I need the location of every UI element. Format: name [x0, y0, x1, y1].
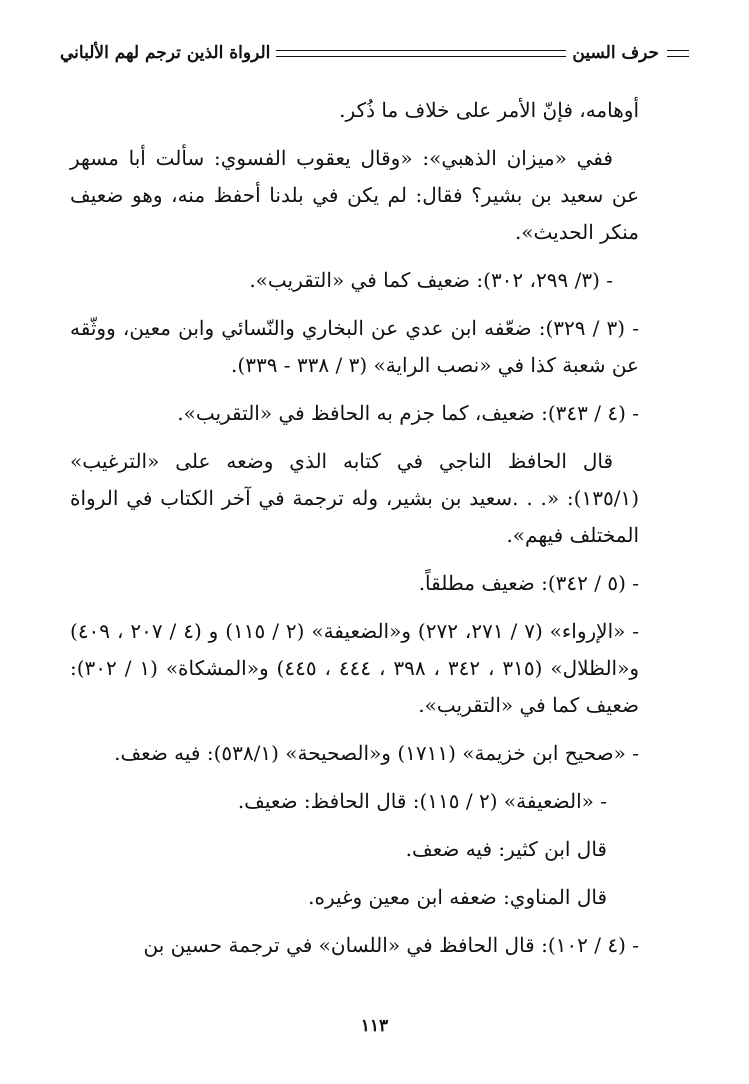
paragraph-8: - «الإرواء» (٧ / ٢٧١، ٢٧٢) و«الضعيفة» (٢ / ١١٥) و (٤ / ٢٠٧ ، ٤٠٩) و«الظلال» (٣١٥ ، ٣٤٢ ، ٣٩٨ ، ٤٤٤ ، ٤٤٥) و«المشكاة» (١ / ٣٠٢): ضعيف كما في «التقريب».: [70, 619, 640, 717]
paragraph-7: - (٥ / ٣٤٢): ضعيف مطلقاً.: [418, 571, 639, 595]
paragraph-2: ففي «ميزان الذهبي»: «وقال يعقوب الفسوي: سألت أبا مسهر عن سعيد بن بشير؟ فقال: لم يكن في بلدنا أحفظ منه، وهو ضعيف منكر الحديث».: [70, 146, 639, 244]
paragraph-5: - (٤ / ٣٤٣): ضعيف، كما جزم به الحافظ في «التقريب».: [177, 401, 639, 425]
header-book-title: الرواة الذين ترجم لهم الألباني: [60, 43, 271, 63]
page-number: ١١٣: [360, 1016, 389, 1036]
header-rule-long: [276, 50, 566, 57]
header-chapter: حرف السين: [572, 43, 659, 63]
paragraph-11: قال ابن كثير: فيه ضعف.: [405, 837, 607, 861]
page-body: [70, 92, 639, 975]
paragraph-10: - «الضعيفة» (٢ / ١١٥): قال الحافظ: ضعيف.: [237, 789, 607, 813]
paragraph-13: - (٤ / ١٠٢): قال الحافظ في «اللسان» في ترجمة حسين بن: [143, 933, 639, 957]
header-rule-short: [667, 50, 689, 57]
running-header: [60, 38, 689, 68]
paragraph-4: - (٣ / ٣٢٩): ضعّفه ابن عدي عن البخاري والنّسائي وابن معين، ووثّقه عن شعبة كذا في «نصب الراية» (٣ / ٣٣٨ - ٣٣٩).: [70, 316, 640, 377]
paragraph-1: أوهامه، فإنّ الأمر على خلاف ما ذُكر.: [339, 98, 639, 122]
paragraph-9: - «صحيح ابن خزيمة» (١٧١١) و«الصحيحة» (٥٣٨/١): فيه ضعف.: [114, 741, 639, 765]
paragraph-6: قال الحافظ الناجي في كتابه الذي وضعه على «الترغيب» (١٣٥/١): «. . .سعيد بن بشير، وله ترجمة في آخر الكتاب في الرواة المختلف فيهم».: [70, 449, 639, 547]
paragraph-12: قال المناوي: ضعفه ابن معين وغيره.: [308, 885, 607, 909]
paragraph-3: - (٣/ ٢٩٩، ٣٠٢): ضعيف كما في «التقريب».: [249, 268, 613, 292]
